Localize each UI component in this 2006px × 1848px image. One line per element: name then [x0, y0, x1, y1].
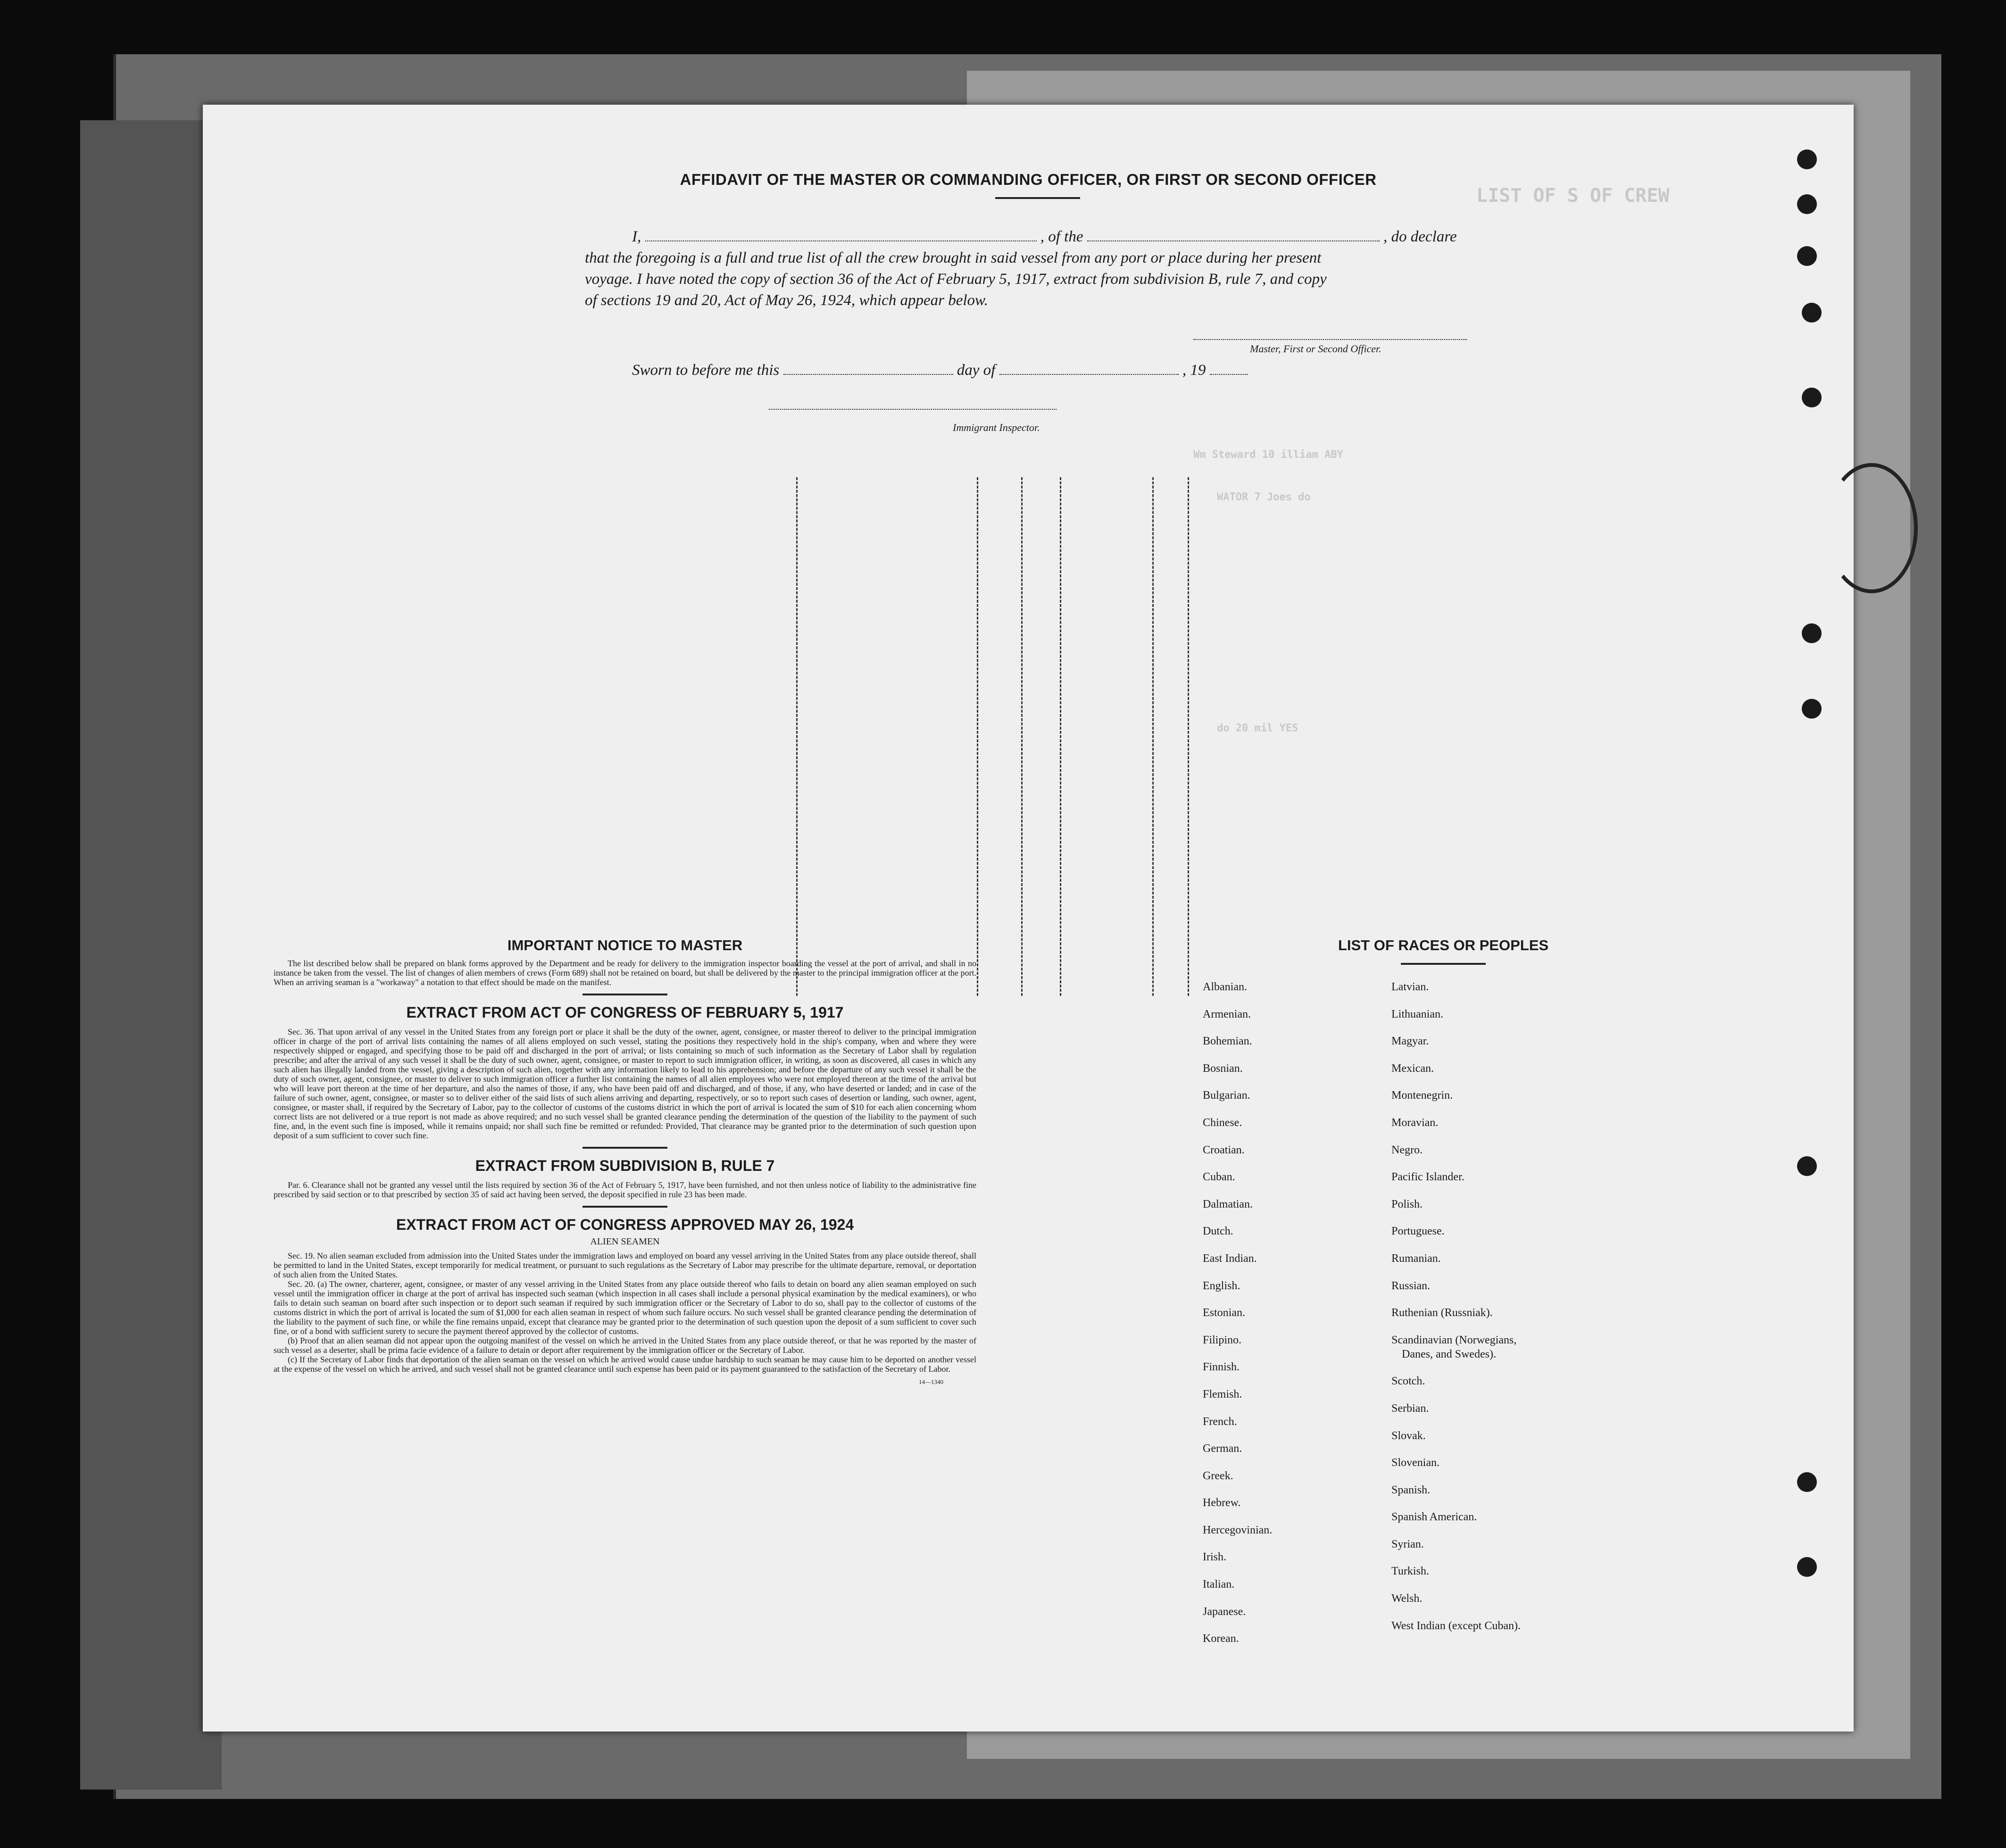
- bleed-through-text: WATOR 7 Joes do: [1217, 491, 1311, 503]
- race-item: Dalmatian.: [1203, 1198, 1253, 1210]
- affidavit-line-2: that the foregoing is a full and true list of all the crew brought in said vessel from any port or place during her present: [585, 249, 1322, 266]
- punch-hole: [1797, 194, 1817, 214]
- race-item: Spanish American.: [1391, 1511, 1477, 1524]
- race-item: Latvian.: [1391, 981, 1429, 993]
- race-item: Dutch.: [1203, 1225, 1233, 1238]
- race-item: Bulgarian.: [1203, 1089, 1250, 1102]
- section-20a-paragraph: Sec. 20. (a) The owner, charterer, agent, consignee, or master of any vessel arriving in the United States from any place outside thereof who fails to detain on board any alien seaman employed on such vessel until the immigration officer in charge at the port of arrival has inspected such seaman (which inspection in all cases shall include a personal physical examination by the medical examiners), or who fails to detain such seaman on board after such inspection or to deport such seaman if required by such immigration officer or the Secretary of Labor to do so, shall pay to the collector of customs of the customs district in which the port of arrival is located the sum of $1,000 for each alien seaman in respect of whom such failure occurs. No such vessel shall be granted clearance pending the determination of the liability to the payment of such fine, or while the fine remains unpaid, except that clearance may be granted prior to the determination of such question upon the deposit of a sum sufficient to cover such fine, or of a bond with sufficient surety to secure the payment thereof approved by the collector of customs.: [274, 1279, 976, 1336]
- race-item: Lithuanian.: [1391, 1008, 1443, 1020]
- affidavit-title: AFFIDAVIT OF THE MASTER OR COMMANDING OFFICER, OR FIRST OR SECOND OFFICER: [680, 171, 1377, 188]
- races-title: LIST OF RACES OR PEOPLES: [1338, 937, 1549, 953]
- race-item: Montenegrin.: [1391, 1089, 1453, 1102]
- race-item: Moravian.: [1391, 1116, 1439, 1129]
- bleed-through-text: Wm Steward 10 illiam ABY: [1193, 449, 1343, 461]
- sworn-day-field[interactable]: [783, 374, 953, 375]
- binder-spine: [80, 120, 222, 1790]
- race-item: Albanian.: [1203, 981, 1247, 993]
- race-item: Spanish.: [1391, 1483, 1431, 1496]
- notice-text: [274, 959, 976, 987]
- affidavit-line-4: of sections 19 and 20, Act of May 26, 1924, which appear below.: [585, 292, 988, 309]
- race-item: Polish.: [1391, 1198, 1423, 1210]
- notice-column: [274, 937, 976, 1386]
- bleed-through-text: LIST OF S OF CREW: [1476, 185, 1670, 207]
- race-item: Turkish.: [1391, 1565, 1429, 1578]
- race-item: Cuban.: [1203, 1171, 1235, 1184]
- race-item: Bohemian.: [1203, 1035, 1252, 1048]
- race-item: Danes, and Swedes).: [1402, 1348, 1496, 1360]
- race-item: Irish.: [1203, 1551, 1226, 1564]
- section-19-paragraph: Sec. 19. No alien seaman excluded from admission into the United States under the immigration laws and employed on board any vessel arriving in the United States from any place outside thereof, shall be permitted to land in the United States, except temporarily for medical treatment, or pursuant to such regulations as the Secretary of Labor may prescribe for the ultimate departure, removal, or deportation of such alien from the United States.: [274, 1251, 976, 1279]
- punch-hole: [1802, 623, 1822, 643]
- punch-hole: [1802, 388, 1822, 407]
- extract-rule7-title: EXTRACT FROM SUBDIVISION B, RULE 7: [475, 1157, 775, 1174]
- race-item: Greek.: [1203, 1469, 1233, 1482]
- column-guide: [1188, 477, 1189, 996]
- punch-hole: [1797, 1557, 1817, 1577]
- race-item: East Indian.: [1203, 1252, 1257, 1265]
- year-prefix: , 19: [1182, 362, 1206, 379]
- races-right-column: [1391, 981, 1684, 1647]
- punch-hole: [1797, 1472, 1817, 1492]
- divider: [995, 197, 1080, 199]
- race-item: Flemish.: [1203, 1388, 1242, 1401]
- race-item: Japanese.: [1203, 1605, 1246, 1618]
- extract-1917-text: [274, 1027, 976, 1140]
- race-item: Finnish.: [1203, 1361, 1240, 1374]
- master-signature-line[interactable]: [1193, 339, 1467, 340]
- punch-hole: [1802, 699, 1822, 719]
- divider: [583, 1206, 667, 1208]
- master-name-field[interactable]: [645, 240, 1037, 241]
- race-item: Hercegovinian.: [1203, 1524, 1273, 1536]
- race-item: Hebrew.: [1203, 1497, 1241, 1509]
- race-item: Italian.: [1203, 1578, 1235, 1591]
- affidavit-line-1: [632, 228, 1457, 246]
- race-item: Portuguese.: [1391, 1225, 1445, 1238]
- race-item: Rumanian.: [1391, 1252, 1441, 1265]
- race-item: English.: [1203, 1279, 1240, 1292]
- race-item: Syrian.: [1391, 1538, 1424, 1550]
- race-item: Slovenian.: [1391, 1457, 1440, 1469]
- sworn-year-field[interactable]: [1210, 374, 1248, 375]
- notice-paragraph: The list described below shall be prepared on blank forms approved by the Department and be ready for delivery to the immigration inspector boarding the vessel at the port of arrival, and shall in no instance be taken from the vessel. The list of changes of alien members of crews (Form 689) shall not be retained on board, but shall be delivered by the master to the principal immigration officer at the port. When an arriving seaman is a "workaway" a notation to that effect should be made on the manifest.: [274, 959, 976, 987]
- race-item: German.: [1203, 1442, 1242, 1455]
- alien-seamen-subtitle: ALIEN SEAMEN: [590, 1236, 660, 1247]
- divider: [583, 994, 667, 995]
- string-loop: [1825, 463, 1918, 593]
- column-guide: [796, 477, 798, 996]
- punch-hole: [1797, 246, 1817, 266]
- race-item: Russian.: [1391, 1279, 1431, 1292]
- race-item: Scotch.: [1391, 1375, 1425, 1388]
- master-signature-label: Master, First or Second Officer.: [1250, 343, 1382, 355]
- divider: [583, 1147, 667, 1149]
- section-20c-paragraph: (c) If the Secretary of Labor finds that deportation of the alien seaman on the vessel on which he arrived would cause undue hardship to such seaman he may cause him to be deported on another vessel at the expense of the vessel on which he arrived, and such vessel shall not be granted clearance until such expense has been paid or its payment guaranteed to the satisfaction of the Secretary of Labor.: [274, 1355, 976, 1374]
- affidavit-of-the: , of the: [1040, 228, 1083, 245]
- sworn-label: Sworn to before me this: [632, 362, 780, 379]
- race-item: Negro.: [1391, 1144, 1423, 1156]
- extract-rule7-text: [274, 1180, 976, 1199]
- race-item: Armenian.: [1203, 1008, 1251, 1020]
- race-item: Croatian.: [1203, 1144, 1245, 1156]
- extract-1917-title: EXTRACT FROM ACT OF CONGRESS OF FEBRUARY 5, 1917: [406, 1004, 844, 1021]
- divider: [1401, 963, 1486, 965]
- par-6-paragraph: Par. 6. Clearance shall not be granted any vessel until the lists required by section 36 of the Act of February 5, 1917, have been furnished, and not then unless notice of liability to the administrative fine prescribed by said section or to that prescribed by section 35 of said act having been served, the deposit specified in rule 23 has been made.: [274, 1180, 976, 1199]
- bleed-through-text: do 20 mil YES: [1217, 722, 1298, 734]
- race-item: West Indian (except Cuban).: [1391, 1619, 1521, 1632]
- affidavit-line-3: voyage. I have noted the copy of section 36 of the Act of February 5, 1917, extract from subdivision B, rule 7, and copy: [585, 271, 1327, 288]
- race-item: Bosnian.: [1203, 1062, 1243, 1075]
- column-guide: [1152, 477, 1154, 996]
- notice-title: IMPORTANT NOTICE TO MASTER: [507, 937, 743, 953]
- section-36-paragraph: Sec. 36. That upon arrival of any vessel in the United States from any foreign port or place it shall be the duty of the owner, agent, consignee, or master thereof to deliver to the principal immigration officer in charge of the port of arrival lists containing the names of all aliens employed on such vessel, stating the positions they respectively hold in the ship's company, when and where they were respectively shipped or engaged, and specifying those to be paid off and discharged in the port of arrival; or lists containing so much of such information as the Secretary of Labor shall by regulation prescribe; and after the arrival of any such vessel it shall be the duty of such owner, agent, consignee, or master to report to such immigration officer, in writing, as soon as discovered, all cases in which any such alien has illegally landed from the vessel, giving a description of such alien, together with any information likely to lead to his apprehension; and before the departure of any such vessel it shall be the duty of such owner, agent, consignee, or master to deliver to such immigration officer a further list containing the names of all alien employees who were not employed thereon at the time of the arrival but who will leave port thereon at the time of her departure, and also the names of those, if any, who have been paid off and discharged, and of those, if any, who have deserted or landed; and in case of the failure of such owner, agent, consignee, or master so to deliver either of the said lists of such aliens arriving and departing, respectively, or so to report such cases of desertion or landing, such owner, agent, consignee, or master shall, if required by the Secretary of Labor, pay to the collector of customs of the customs district in which the port of arrival is located the sum of $10 for each alien concerning whom correct lists are not delivered or a true report is not made as above required; and no such vessel shall be granted clearance pending the determination of the question of the liability to the payment of such fine, and, in the event such fine is imposed, while it remains unpaid; nor shall such fine be remitted or refunded: Provided, That clearance may be granted prior to the determination of such question upon deposit of a sum sufficient to cover such fine.: [274, 1027, 976, 1140]
- race-item: Welsh.: [1391, 1592, 1423, 1605]
- sworn-line: [632, 362, 1248, 379]
- race-item: Filipino.: [1203, 1334, 1242, 1346]
- document-page: [203, 105, 1854, 1732]
- race-item: Slovak.: [1391, 1429, 1426, 1442]
- inspector-label: Immigrant Inspector.: [953, 422, 1040, 433]
- race-item: French.: [1203, 1415, 1237, 1428]
- race-item: Serbian.: [1391, 1402, 1429, 1415]
- affidavit-do-declare: , do declare: [1383, 228, 1457, 245]
- punch-hole: [1802, 303, 1822, 323]
- punch-hole: [1797, 149, 1817, 169]
- affidavit-i: I,: [632, 228, 641, 245]
- section-20b-paragraph: (b) Proof that an alien seaman did not appear upon the outgoing manifest of the vessel on which he arrived in the United States from any place outside thereof, or that he was reported by the master of such vessel as a deserter, shall be prima facie evidence of a failure to detain or deport after requirement by the immigration officer or the Secretary of Labor.: [274, 1336, 976, 1355]
- column-guide: [1021, 477, 1023, 996]
- column-guide: [1060, 477, 1061, 996]
- race-item: Pacific Islander.: [1391, 1171, 1465, 1184]
- sworn-month-field[interactable]: [999, 374, 1179, 375]
- race-item: Scandinavian (Norwegians,: [1391, 1334, 1517, 1346]
- inspector-signature-line[interactable]: [769, 409, 1057, 410]
- extract-1924-text: [274, 1251, 976, 1374]
- column-guide: [977, 477, 978, 996]
- vessel-name-field[interactable]: [1087, 240, 1380, 241]
- punch-hole: [1797, 1156, 1817, 1176]
- day-of-label: day of: [957, 362, 996, 379]
- extract-1924-title: EXTRACT FROM ACT OF CONGRESS APPROVED MAY 26, 1924: [396, 1216, 854, 1233]
- race-item: Korean.: [1203, 1633, 1239, 1645]
- form-number: 14—1340: [919, 1378, 943, 1385]
- race-item: Mexican.: [1391, 1062, 1434, 1075]
- race-item: Estonian.: [1203, 1307, 1245, 1319]
- race-item: Ruthenian (Russniak).: [1391, 1307, 1493, 1319]
- race-item: Magyar.: [1391, 1035, 1429, 1048]
- race-item: Chinese.: [1203, 1116, 1242, 1129]
